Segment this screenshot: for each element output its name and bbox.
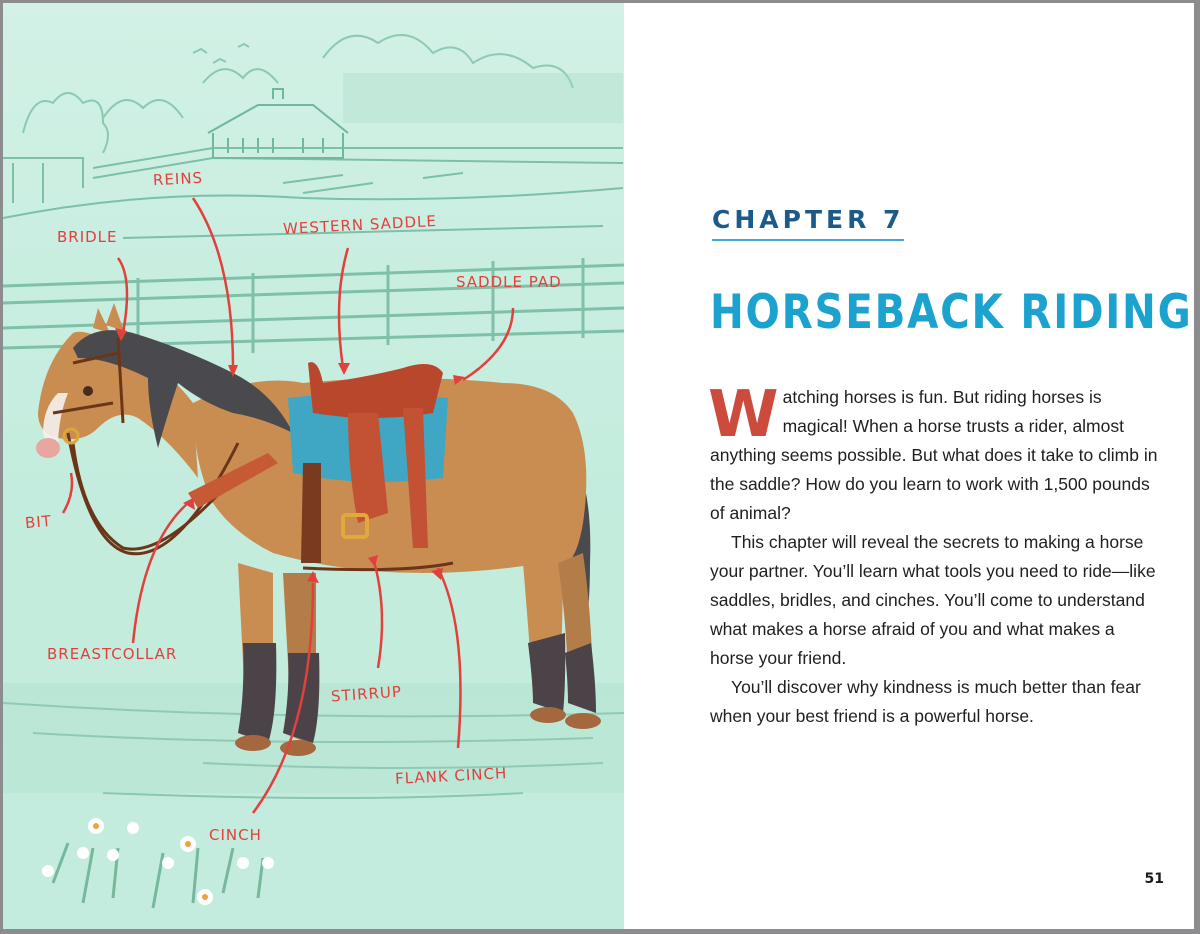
horse-tack-illustration — [3, 3, 624, 929]
label-western-saddle: WESTERN SADDLE — [282, 211, 438, 239]
chapter-label: CHAPTER 7 — [712, 205, 904, 241]
chapter-title: HORSEBACK RIDING — [710, 285, 1193, 340]
label-flank-cinch: FLANK CINCH — [394, 764, 508, 788]
label-bit: BIT — [24, 511, 53, 533]
text-page — [624, 3, 1194, 929]
paragraph-2: This chapter will reveal the secrets to making a horse your partner. You’ll learn what tools you need to ride—like saddles, bridles, and cinches. You’ll come to understand what makes a horse afraid of you and what makes a horse your friend. — [710, 532, 1156, 668]
book-spread — [3, 3, 1194, 929]
label-reins: REINS — [152, 168, 204, 190]
label-breastcollar: BREASTCOLLAR — [47, 645, 178, 663]
illustration-page — [3, 3, 624, 929]
drop-cap: W — [708, 378, 779, 452]
paragraph-1: Watching horses is fun. But riding horses is magical! When a horse trusts a rider, almost anything seems possible. But what does it take to climb in the saddle? How do you learn to work with 1,500 pounds of animal? — [708, 378, 1158, 523]
label-bridle: BRIDLE — [57, 228, 118, 246]
label-cinch: CINCH — [209, 826, 262, 844]
label-saddle-pad: SADDLE PAD — [456, 273, 562, 291]
paragraph-3: You’ll discover why kindness is much better than fear when your best friend is a powerful horse. — [710, 677, 1141, 726]
page-number: 51 — [1144, 871, 1164, 887]
body-text — [708, 378, 1160, 731]
label-stirrup: STIRRUP — [330, 682, 403, 706]
